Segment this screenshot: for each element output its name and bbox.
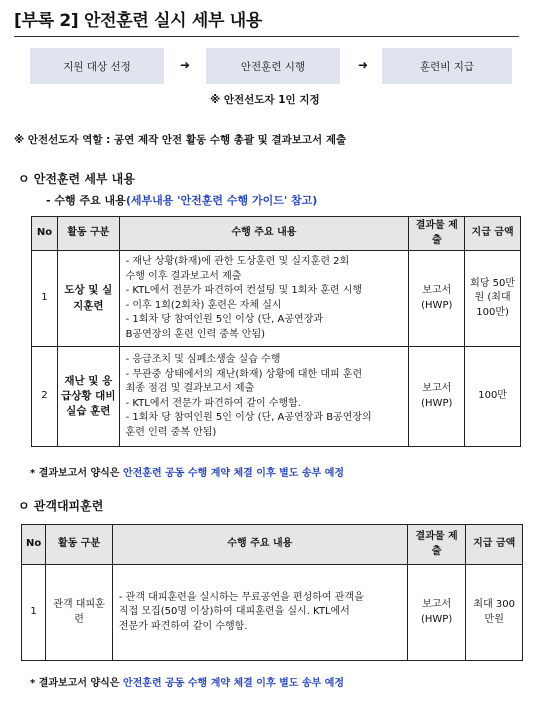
header-no: No	[22, 525, 46, 565]
section1-heading: ㅇ 안전훈련 세부 내용	[18, 172, 135, 186]
header-amount: 지급 금액	[466, 525, 523, 565]
table-header	[22, 525, 523, 565]
section2-footnote	[30, 674, 344, 689]
table-row	[32, 347, 521, 447]
page-title: [부록 2] 안전훈련 실시 세부 내용	[14, 6, 519, 37]
process-flow	[14, 48, 514, 88]
header-type: 활동 구분	[46, 525, 113, 565]
row-content	[119, 347, 409, 447]
foot-highlight: 안전훈련 공동 수행 계약 체결 이후 별도 송부 예정	[122, 678, 345, 689]
row-no: 2	[32, 347, 58, 447]
flow-note: ※ 안전선도자 1인 지정	[210, 94, 320, 106]
row-amount: 100만	[465, 347, 521, 447]
table-row	[22, 565, 523, 661]
header-content: 수행 주요 내용	[119, 217, 409, 251]
content-line: - 이후 1회(2회차) 훈련은 자체 실시	[125, 299, 282, 311]
flow-step-select: 지원 대상 선정	[30, 48, 164, 84]
section1-subheading	[46, 192, 317, 208]
content-line: 수행 이후 결과보고서 제출	[125, 270, 242, 282]
training-table	[31, 216, 521, 447]
row-amount: 최대 300만원	[466, 565, 523, 661]
sub-highlight: (세부내용 '안전훈련 수행 가이드' 참고)	[125, 194, 318, 207]
row-result: 보고서 (HWP)	[407, 565, 466, 661]
content-line: - 무관중 상태에서의 재난(화재) 상황에 대한 대피 훈련	[125, 368, 363, 380]
row-type: 재난 및 응급상황 대비 실습 훈련	[57, 347, 119, 447]
row-content	[112, 565, 407, 661]
row-amount: 회당 50만원 (최대 100만)	[465, 251, 521, 347]
content-line: - 재난 상황(화재)에 관한 도상훈련 및 실지훈련 2회	[125, 256, 350, 267]
header-amount: 지급 금액	[465, 217, 521, 251]
row-content	[119, 251, 409, 347]
row-result: 보고서 (HWP)	[409, 347, 465, 447]
arrow-right-icon: ➜	[358, 58, 369, 72]
role-note: ※ 안전선도자 역할 : 공연 제작 안전 활동 수행 총괄 및 결과보고서 제출	[14, 134, 347, 146]
table-row	[32, 251, 521, 347]
content-line: - KTL에서 전문가 파견하여 같이 수행함.	[125, 397, 301, 409]
content-line: - 응급조치 및 심폐소생술 실습 수행	[125, 354, 281, 365]
row-no: 1	[22, 565, 46, 661]
content-line: - 1회차 당 참여인원 5인 이상 (단, A공연장과	[125, 314, 324, 325]
foot-prefix: * 결과보고서 양식은	[30, 468, 120, 479]
header-type: 활동 구분	[57, 217, 119, 251]
foot-prefix: * 결과보고서 양식은	[30, 678, 120, 689]
sub-prefix: - 수행 주요 내용	[46, 194, 126, 207]
flow-step-payment: 훈련비 지급	[382, 48, 512, 84]
header-result: 결과물 제출	[407, 525, 466, 565]
row-type: 관객 대피훈련	[46, 565, 113, 661]
content-line: - 1회차 당 참여인원 5인 이상 (단, A공연장과 B공연장의	[125, 412, 372, 423]
content-line: - 관객 대피훈련을 실시하는 무료공연을 편성하여 관객을	[118, 591, 364, 603]
content-line: 훈련 인력 중복 안됨)	[125, 426, 217, 438]
header-content: 수행 주요 내용	[112, 525, 407, 565]
section1-footnote	[30, 464, 344, 479]
content-line: 직접 모집(50명 이상)하여 대피훈련을 실시. KTL에서	[118, 606, 350, 618]
row-result: 보고서 (HWP)	[409, 251, 465, 347]
content-line: - KTL에서 전문가 파견하여 컨설팅 및 1회차 훈련 시행	[125, 285, 363, 296]
arrow-right-icon: ➜	[180, 58, 191, 72]
header-result: 결과물 제출	[409, 217, 465, 251]
table-header	[32, 217, 521, 251]
row-no: 1	[32, 251, 58, 347]
section2-heading: ㅇ 관객대피훈련	[18, 499, 104, 513]
content-line: B공연장의 훈련 인력 중복 안됨)	[125, 328, 266, 340]
content-line: 최종 점검 및 결과보고서 제출	[125, 383, 255, 394]
content-line: 전문가 파견하여 같이 수행함.	[118, 620, 248, 632]
flow-step-training: 안전훈련 시행	[206, 48, 340, 84]
row-type: 도상 및 실지훈련	[57, 251, 119, 347]
evacuation-table	[21, 524, 523, 661]
header-no: No	[32, 217, 58, 251]
foot-highlight: 안전훈련 공동 수행 계약 체결 이후 별도 송부 예정	[122, 468, 345, 479]
